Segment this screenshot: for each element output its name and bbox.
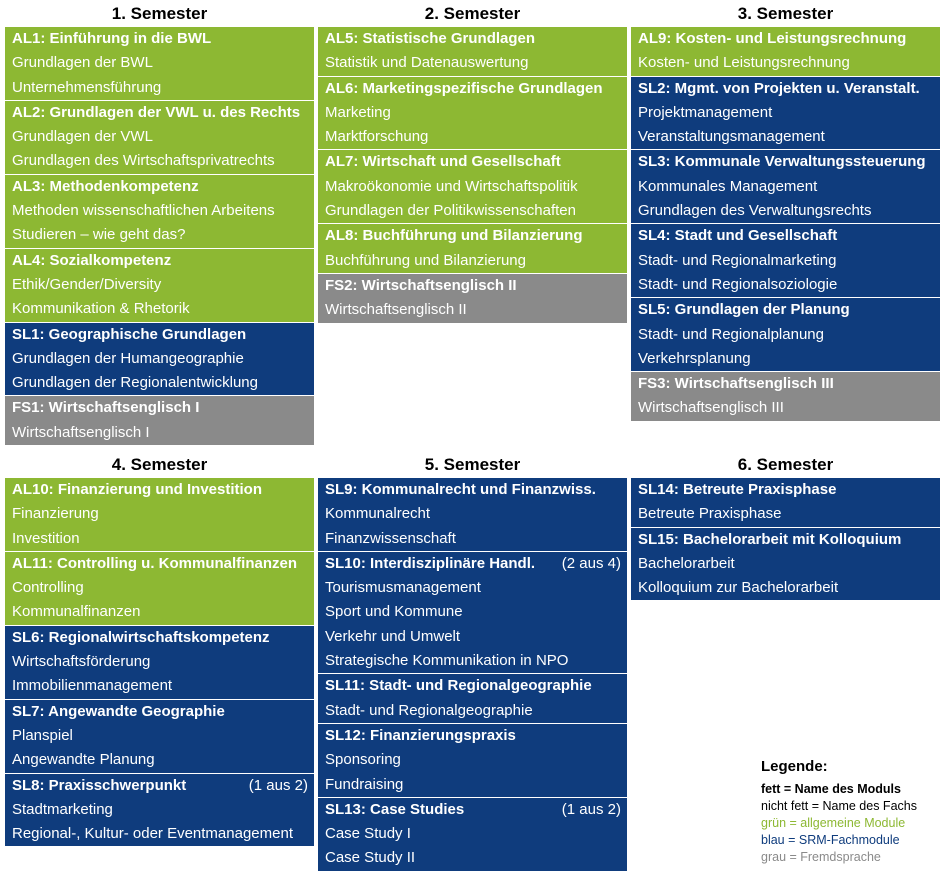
module-name: SL5: Grundlagen der Planung	[638, 301, 850, 319]
subject-name: Fundraising	[325, 775, 404, 793]
subject-name: Angewandte Planung	[12, 751, 155, 769]
subject-name: Strategische Kommunikation in NPO	[325, 652, 569, 670]
module-block	[630, 372, 941, 422]
module-name: SL3: Kommunale Verwaltungssteuerung	[638, 153, 926, 171]
legend-normal-entry: nicht fett = Name des Fachs	[761, 799, 917, 813]
module-name: FS1: Wirtschaftsenglisch I	[12, 399, 200, 417]
module-name: FS3: Wirtschaftsenglisch III	[638, 375, 834, 393]
module-title	[631, 27, 940, 51]
module-name: AL5: Statistische Grundlagen	[325, 30, 536, 47]
module-title	[5, 478, 314, 502]
module-title	[5, 774, 314, 798]
subject-name: Case Study I	[325, 825, 411, 843]
module-list	[4, 477, 315, 847]
module-name: SL14: Betreute Praxisphase	[638, 481, 837, 498]
module-title	[631, 224, 940, 248]
semester-title: 5. Semester	[424, 455, 521, 474]
module-name: SL9: Kommunalrecht und Finanzwiss.	[325, 481, 596, 498]
module-block	[4, 552, 315, 626]
module-name: AL7: Wirtschaft und Gesellschaft	[325, 153, 561, 171]
subject-name: Tourismusmanagement	[325, 579, 481, 597]
subject-name: Stadt- und Regionalsoziologie	[638, 275, 838, 293]
subject-name: Wirtschaftsenglisch I	[12, 423, 150, 441]
subject-name: Stadt- und Regionalgeographie	[325, 701, 533, 719]
module-name: AL1: Einführung in die BWL	[12, 30, 212, 47]
semester-6-column	[630, 453, 941, 601]
module-block	[4, 396, 315, 446]
module-block	[317, 26, 628, 77]
subject-name: Grundlagen der VWL	[12, 128, 153, 146]
subject-name: Verkehrsplanung	[638, 349, 751, 367]
legend-grey-entry: grau = Fremdsprache	[761, 850, 881, 864]
module-name: AL9: Kosten- und Leistungsrechnung	[638, 30, 907, 47]
module-name: AL6: Marketingspezifische Grundlagen	[325, 79, 603, 97]
subject-name: Kolloquium zur Bachelorarbeit	[638, 579, 839, 597]
subject-name: Stadtmarketing	[12, 800, 113, 818]
module-name: SL13: Case Studies	[325, 800, 465, 818]
module-block	[4, 477, 315, 552]
module-title	[318, 27, 627, 51]
subject-name: Unternehmensführung	[12, 78, 162, 96]
subject-name: Marktforschung	[325, 128, 429, 146]
subject-name: Grundlagen der Humangeographie	[12, 349, 244, 367]
module-list	[317, 26, 628, 324]
module-title	[318, 798, 627, 822]
module-title	[318, 674, 627, 698]
legend	[761, 758, 917, 866]
subject-name: Bachelorarbeit	[638, 554, 735, 572]
subject-name: Grundlagen des Wirtschaftsprivatrechts	[12, 152, 275, 170]
module-name: SL2: Mgmt. von Projekten u. Veranstalt.	[638, 79, 920, 97]
subject-name: Veranstaltungsmanagement	[638, 128, 825, 146]
module-choice-note: (1 aus 2)	[561, 800, 621, 818]
module-list	[630, 26, 941, 422]
module-name: SL1: Geographische Grundlagen	[12, 325, 247, 343]
subject-name: Statistik und Datenauswertung	[325, 54, 529, 72]
module-name: AL2: Grundlagen der VWL u. des Rechts	[12, 103, 301, 121]
module-name: SL11: Stadt- und Regionalgeographie	[325, 677, 592, 695]
module-name: AL8: Buchführung und Bilanzierung	[325, 227, 583, 245]
legend-bold-entry: fett = Name des Moduls	[761, 782, 901, 796]
semester-title: 4. Semester	[111, 455, 208, 474]
module-title	[318, 274, 627, 298]
module-block	[4, 26, 315, 101]
module-block	[317, 274, 628, 324]
subject-name: Regional-, Kultur- oder Eventmanagement	[12, 825, 293, 843]
legend-green-entry: grün = allgemeine Module	[761, 816, 906, 830]
module-block	[630, 224, 941, 298]
module-title	[631, 150, 940, 174]
module-block	[317, 224, 628, 274]
module-title	[631, 77, 940, 101]
semester-2-column	[317, 2, 628, 324]
subject-name: Grundlagen der Politikwissenschaften	[325, 202, 576, 220]
subject-name: Verkehr und Umwelt	[325, 627, 461, 645]
module-title	[5, 27, 314, 51]
module-block	[630, 528, 941, 602]
subject-name: Sponsoring	[325, 751, 401, 769]
subject-name: Marketing	[325, 103, 391, 121]
subject-name: Immobilienmanagement	[12, 677, 173, 695]
module-name: AL4: Sozialkompetenz	[12, 251, 172, 269]
module-block	[630, 26, 941, 77]
subject-name: Methoden wissenschaftlichen Arbeitens	[12, 202, 275, 220]
subject-name: Sport und Kommune	[325, 603, 463, 621]
subject-name: Studieren – wie geht das?	[12, 226, 186, 244]
subject-name: Kommunalfinanzen	[12, 603, 141, 621]
module-block	[4, 774, 315, 848]
subject-name: Grundlagen des Verwaltungsrechts	[638, 202, 872, 220]
semester-title: 2. Semester	[424, 4, 521, 23]
module-block	[630, 150, 941, 224]
semester-title: 3. Semester	[737, 4, 834, 23]
module-title	[5, 249, 314, 273]
module-block	[4, 323, 315, 397]
semester-4-column	[4, 453, 315, 847]
module-title	[631, 478, 940, 502]
subject-name: Buchführung und Bilanzierung	[325, 251, 526, 269]
module-title	[5, 626, 314, 650]
module-list	[317, 477, 628, 872]
module-block	[4, 700, 315, 774]
module-choice-note: (2 aus 4)	[561, 554, 621, 572]
semester-title: 1. Semester	[111, 4, 208, 23]
subject-name: Investition	[12, 529, 80, 547]
subject-name: Case Study II	[325, 849, 416, 867]
module-block	[317, 77, 628, 151]
subject-name: Finanzierung	[12, 505, 99, 523]
module-title	[5, 700, 314, 724]
module-name: SL6: Regionalwirtschaftskompetenz	[12, 628, 270, 646]
subject-name: Projektmanagement	[638, 103, 773, 121]
module-block	[630, 77, 941, 151]
semester-1-column	[4, 2, 315, 446]
module-block	[630, 298, 941, 372]
module-title	[631, 528, 940, 552]
module-title	[318, 77, 627, 101]
module-title	[631, 372, 940, 396]
module-title	[5, 396, 314, 420]
module-name: SL7: Angewandte Geographie	[12, 702, 225, 720]
subject-name: Kommunalrecht	[325, 505, 431, 523]
module-name: AL11: Controlling u. Kommunalfinanzen	[12, 554, 297, 572]
module-block	[317, 798, 628, 872]
module-name: AL3: Methodenkompetenz	[12, 177, 199, 195]
subject-name: Stadt- und Regionalplanung	[638, 325, 824, 343]
module-list	[630, 477, 941, 601]
module-name: SL15: Bachelorarbeit mit Kolloquium	[638, 530, 902, 548]
module-title	[318, 150, 627, 174]
module-choice-note: (1 aus 2)	[248, 776, 308, 794]
module-title	[5, 101, 314, 125]
module-block	[4, 101, 315, 175]
subject-name: Planspiel	[12, 726, 73, 744]
semester-title: 6. Semester	[737, 455, 834, 474]
subject-name: Grundlagen der Regionalentwicklung	[12, 374, 258, 392]
semester-5-column	[317, 453, 628, 872]
subject-name: Ethik/Gender/Diversity	[12, 275, 162, 293]
module-list	[4, 26, 315, 446]
legend-blue-entry: blau = SRM-Fachmodule	[761, 833, 900, 847]
module-title	[318, 724, 627, 748]
subject-name: Controlling	[12, 579, 84, 597]
module-name: SL12: Finanzierungspraxis	[325, 726, 516, 744]
module-block	[317, 724, 628, 798]
module-block	[4, 175, 315, 249]
subject-name: Finanzwissenschaft	[325, 529, 456, 547]
module-name: FS2: Wirtschaftsenglisch II	[325, 276, 517, 294]
module-block	[4, 249, 315, 323]
module-block	[317, 674, 628, 724]
module-name: SL4: Stadt und Gesellschaft	[638, 227, 838, 245]
module-title	[318, 224, 627, 248]
module-block	[317, 477, 628, 552]
subject-name: Stadt- und Regionalmarketing	[638, 251, 837, 269]
subject-name: Kommunales Management	[638, 177, 818, 195]
module-title	[5, 323, 314, 347]
semester-3-column	[630, 2, 941, 422]
module-title	[631, 298, 940, 322]
module-block	[317, 150, 628, 224]
module-block	[630, 477, 941, 528]
module-title	[318, 552, 627, 576]
module-title	[318, 478, 627, 502]
subject-name: Wirtschaftsenglisch III	[638, 399, 784, 417]
module-title	[5, 175, 314, 199]
subject-name: Betreute Praxisphase	[638, 505, 782, 523]
subject-name: Kommunikation & Rhetorik	[12, 300, 190, 318]
subject-name: Kosten- und Leistungsrechnung	[638, 54, 850, 72]
subject-name: Makroökonomie und Wirtschaftspolitik	[325, 177, 578, 195]
subject-name: Wirtschaftsförderung	[12, 653, 151, 671]
module-block	[4, 626, 315, 700]
subject-name: Grundlagen der BWL	[12, 54, 153, 72]
legend-title: Legende:	[761, 758, 828, 775]
module-name: SL10: Interdisziplinäre Handl.	[325, 554, 536, 572]
subject-name: Wirtschaftsenglisch II	[325, 301, 467, 319]
module-block	[317, 552, 628, 674]
module-title	[5, 552, 314, 576]
module-name: SL8: Praxisschwerpunkt	[12, 776, 187, 794]
module-name: AL10: Finanzierung und Investition	[12, 481, 263, 498]
